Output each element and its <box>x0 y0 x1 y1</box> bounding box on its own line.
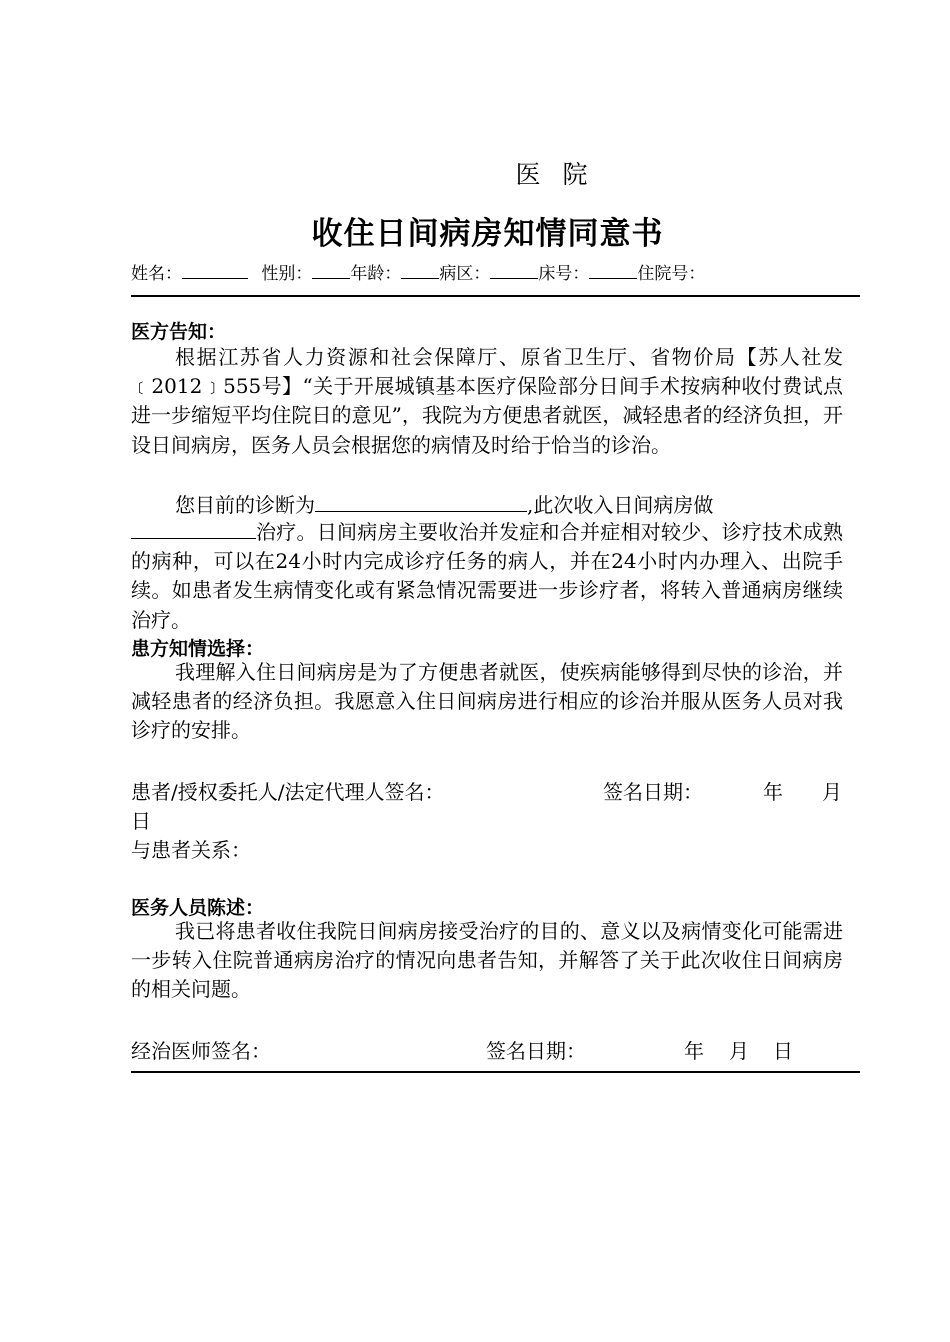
name-blank[interactable] <box>182 264 248 279</box>
staff-statement-paragraph: 我已将患者收住我院日间病房接受治疗的目的、意义以及病情变化可能需进一步转入住院普通病房治疗的情况向患者告知，并解答了关于此次收住日间病房的相关问题。 <box>131 919 843 1002</box>
doctor-sign-day: 日 <box>773 1039 793 1063</box>
ward-label: 病区： <box>439 264 491 284</box>
document-title: 收住日间病房知情同意书 <box>311 216 664 252</box>
diagnosis-prefix: 您目前的诊断为 <box>175 493 315 517</box>
doctor-sign-date-label: 签名日期： <box>486 1039 586 1063</box>
patient-sign-month: 月 <box>822 780 842 804</box>
doctor-sign-month: 月 <box>729 1039 749 1063</box>
hospital-name: 医院 <box>515 160 610 189</box>
patient-sign-date-label: 签名日期： <box>603 780 703 804</box>
diagnosis-suffix: ,此次收入日间病房做 <box>527 493 714 517</box>
admission-no-label: 住院号： <box>637 264 706 284</box>
patient-info-row <box>131 259 705 284</box>
patient-sign-day: 日 <box>131 809 151 833</box>
medical-notice-paragraph-1: 根据江苏省人力资源和社会保障厅、原省卫生厅、省物价局【苏人社发﹝2012﹞555号】“关于开展城镇基本医疗保险部分日间手术按病种收付费试点进一步缩短平均住院日的意见”，我院为方便患者就医，减轻患者的经济负担，开设日间病房，医务人员会根据您的病情及时给于恰当的诊治。 <box>131 345 843 457</box>
diagnosis-blank[interactable] <box>315 491 527 512</box>
patient-signature-label: 患者/授权委托人/法定代理人签名： <box>131 780 445 804</box>
bed-label: 床号： <box>538 264 590 284</box>
gender-blank[interactable] <box>312 264 350 279</box>
doctor-signature-label: 经治医师签名： <box>131 1039 271 1063</box>
bottom-divider <box>131 1071 860 1073</box>
patient-choice-heading: 患方知情选择： <box>131 638 265 660</box>
diagnosis-line <box>175 489 713 518</box>
top-divider <box>131 295 860 297</box>
bed-blank[interactable] <box>589 264 637 279</box>
age-blank[interactable] <box>401 264 439 279</box>
patient-choice-paragraph: 我理解入住日间病房是为了方便患者就医，使疾病能够得到尽快的诊治，并减轻患者的经济负担。我愿意入住日间病房进行相应的诊治并服从医务人员对我诊疗的安排。 <box>131 660 843 743</box>
relation-label: 与患者关系： <box>131 838 251 862</box>
ward-blank[interactable] <box>490 264 538 279</box>
medical-notice-heading: 医方告知： <box>131 321 227 343</box>
doctor-sign-year: 年 <box>684 1039 704 1063</box>
medical-notice-paragraph-2: 治疗。日间病房主要收治并发症和合并症相对较少、诊疗技术成熟的病种，可以在24小时内完成诊疗任务的病人，并在24小时内办理入、出院手续。如患者发生病情变化或有紧急情况需要进一步诊疗者，将转入普通病房继续治疗。 <box>131 520 843 632</box>
gender-label: 性别： <box>261 264 313 284</box>
patient-sign-year: 年 <box>763 780 783 804</box>
age-label: 年龄： <box>350 264 402 284</box>
staff-statement-heading: 医务人员陈述： <box>131 897 265 919</box>
name-label: 姓名： <box>131 264 182 284</box>
